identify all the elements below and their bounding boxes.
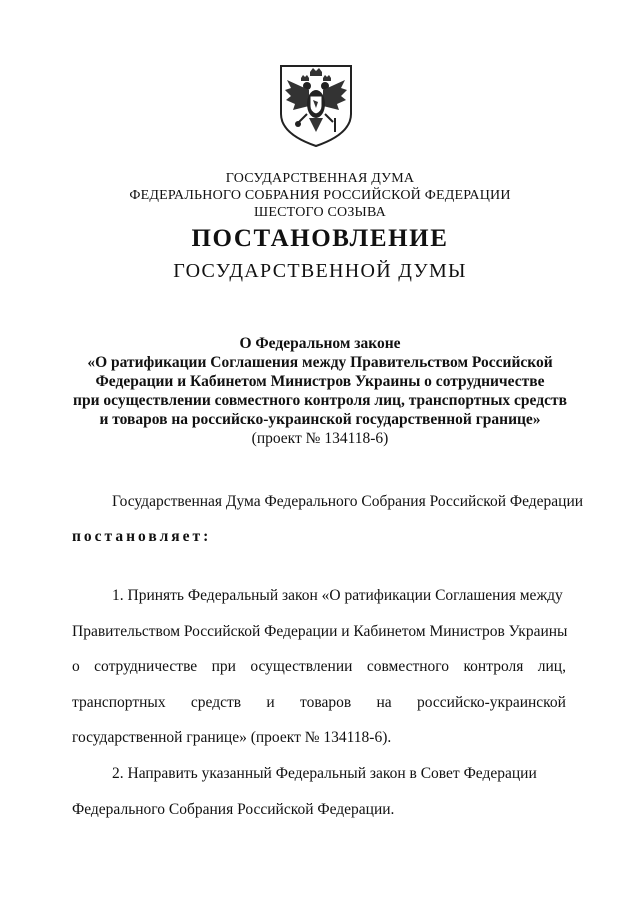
header-line-2: ФЕДЕРАЛЬНОГО СОБРАНИЯ РОССИЙСКОЙ ФЕДЕРАЦИИ	[129, 188, 511, 203]
word: при	[211, 658, 236, 675]
subject-line-3: Федерации и Кабинетом Министров Украины о сотрудничестве	[95, 373, 545, 390]
word: совместного	[366, 658, 450, 675]
subject-line-1: О Федеральном законе	[239, 335, 401, 352]
item-2-line-2: Федерального Собрания Российской Федерации.	[72, 801, 395, 818]
document-subtitle: ГОСУДАРСТВЕННОЙ ДУМЫ	[173, 260, 467, 282]
word: осуществлении	[250, 658, 353, 675]
item-1-line-2: Правительством Российской Федерации и Кабинетом Министров Украины	[72, 623, 568, 640]
subject-line-4: при осуществлении совместного контроля лиц, транспортных средств	[73, 392, 567, 409]
document-title: ПОСТАНОВЛЕНИЕ	[191, 225, 449, 252]
intro-text: Государственная Дума Федерального Собрания Российской Федерации	[112, 493, 584, 510]
item-2-line-1: 2. Направить указанный Федеральный закон в Совет Федерации	[112, 765, 537, 782]
word: транспортных	[72, 694, 166, 711]
coat-of-arms-icon	[273, 62, 359, 148]
word: товаров	[300, 694, 352, 711]
word: сотрудничестве	[94, 658, 198, 675]
item-1-line-1: 1. Принять Федеральный закон «О ратификации Соглашения между	[112, 587, 563, 604]
subject-line-2: «О ратификации Соглашения между Правительством Российской	[87, 354, 553, 371]
item-1-line-3	[72, 658, 566, 676]
word: контроля	[463, 658, 524, 675]
word: о	[72, 658, 80, 675]
word: российско-украинской	[417, 694, 566, 711]
decides-text: постановляет:	[72, 528, 212, 545]
subject-line-5: и товаров на российско-украинской государственной границе»	[99, 411, 541, 428]
header-line-3: ШЕСТОГО СОЗЫВА	[254, 205, 386, 220]
item-1-line-5: государственной границе» (проект № 134118-6).	[72, 729, 392, 746]
word: средств	[190, 694, 242, 711]
word: на	[376, 694, 392, 711]
header-line-1: ГОСУДАРСТВЕННАЯ ДУМА	[225, 171, 415, 186]
subject-project-number: (проект № 134118-6)	[251, 430, 389, 447]
word: лиц,	[537, 658, 566, 675]
item-1-line-4	[72, 694, 566, 712]
word: и	[266, 694, 275, 711]
